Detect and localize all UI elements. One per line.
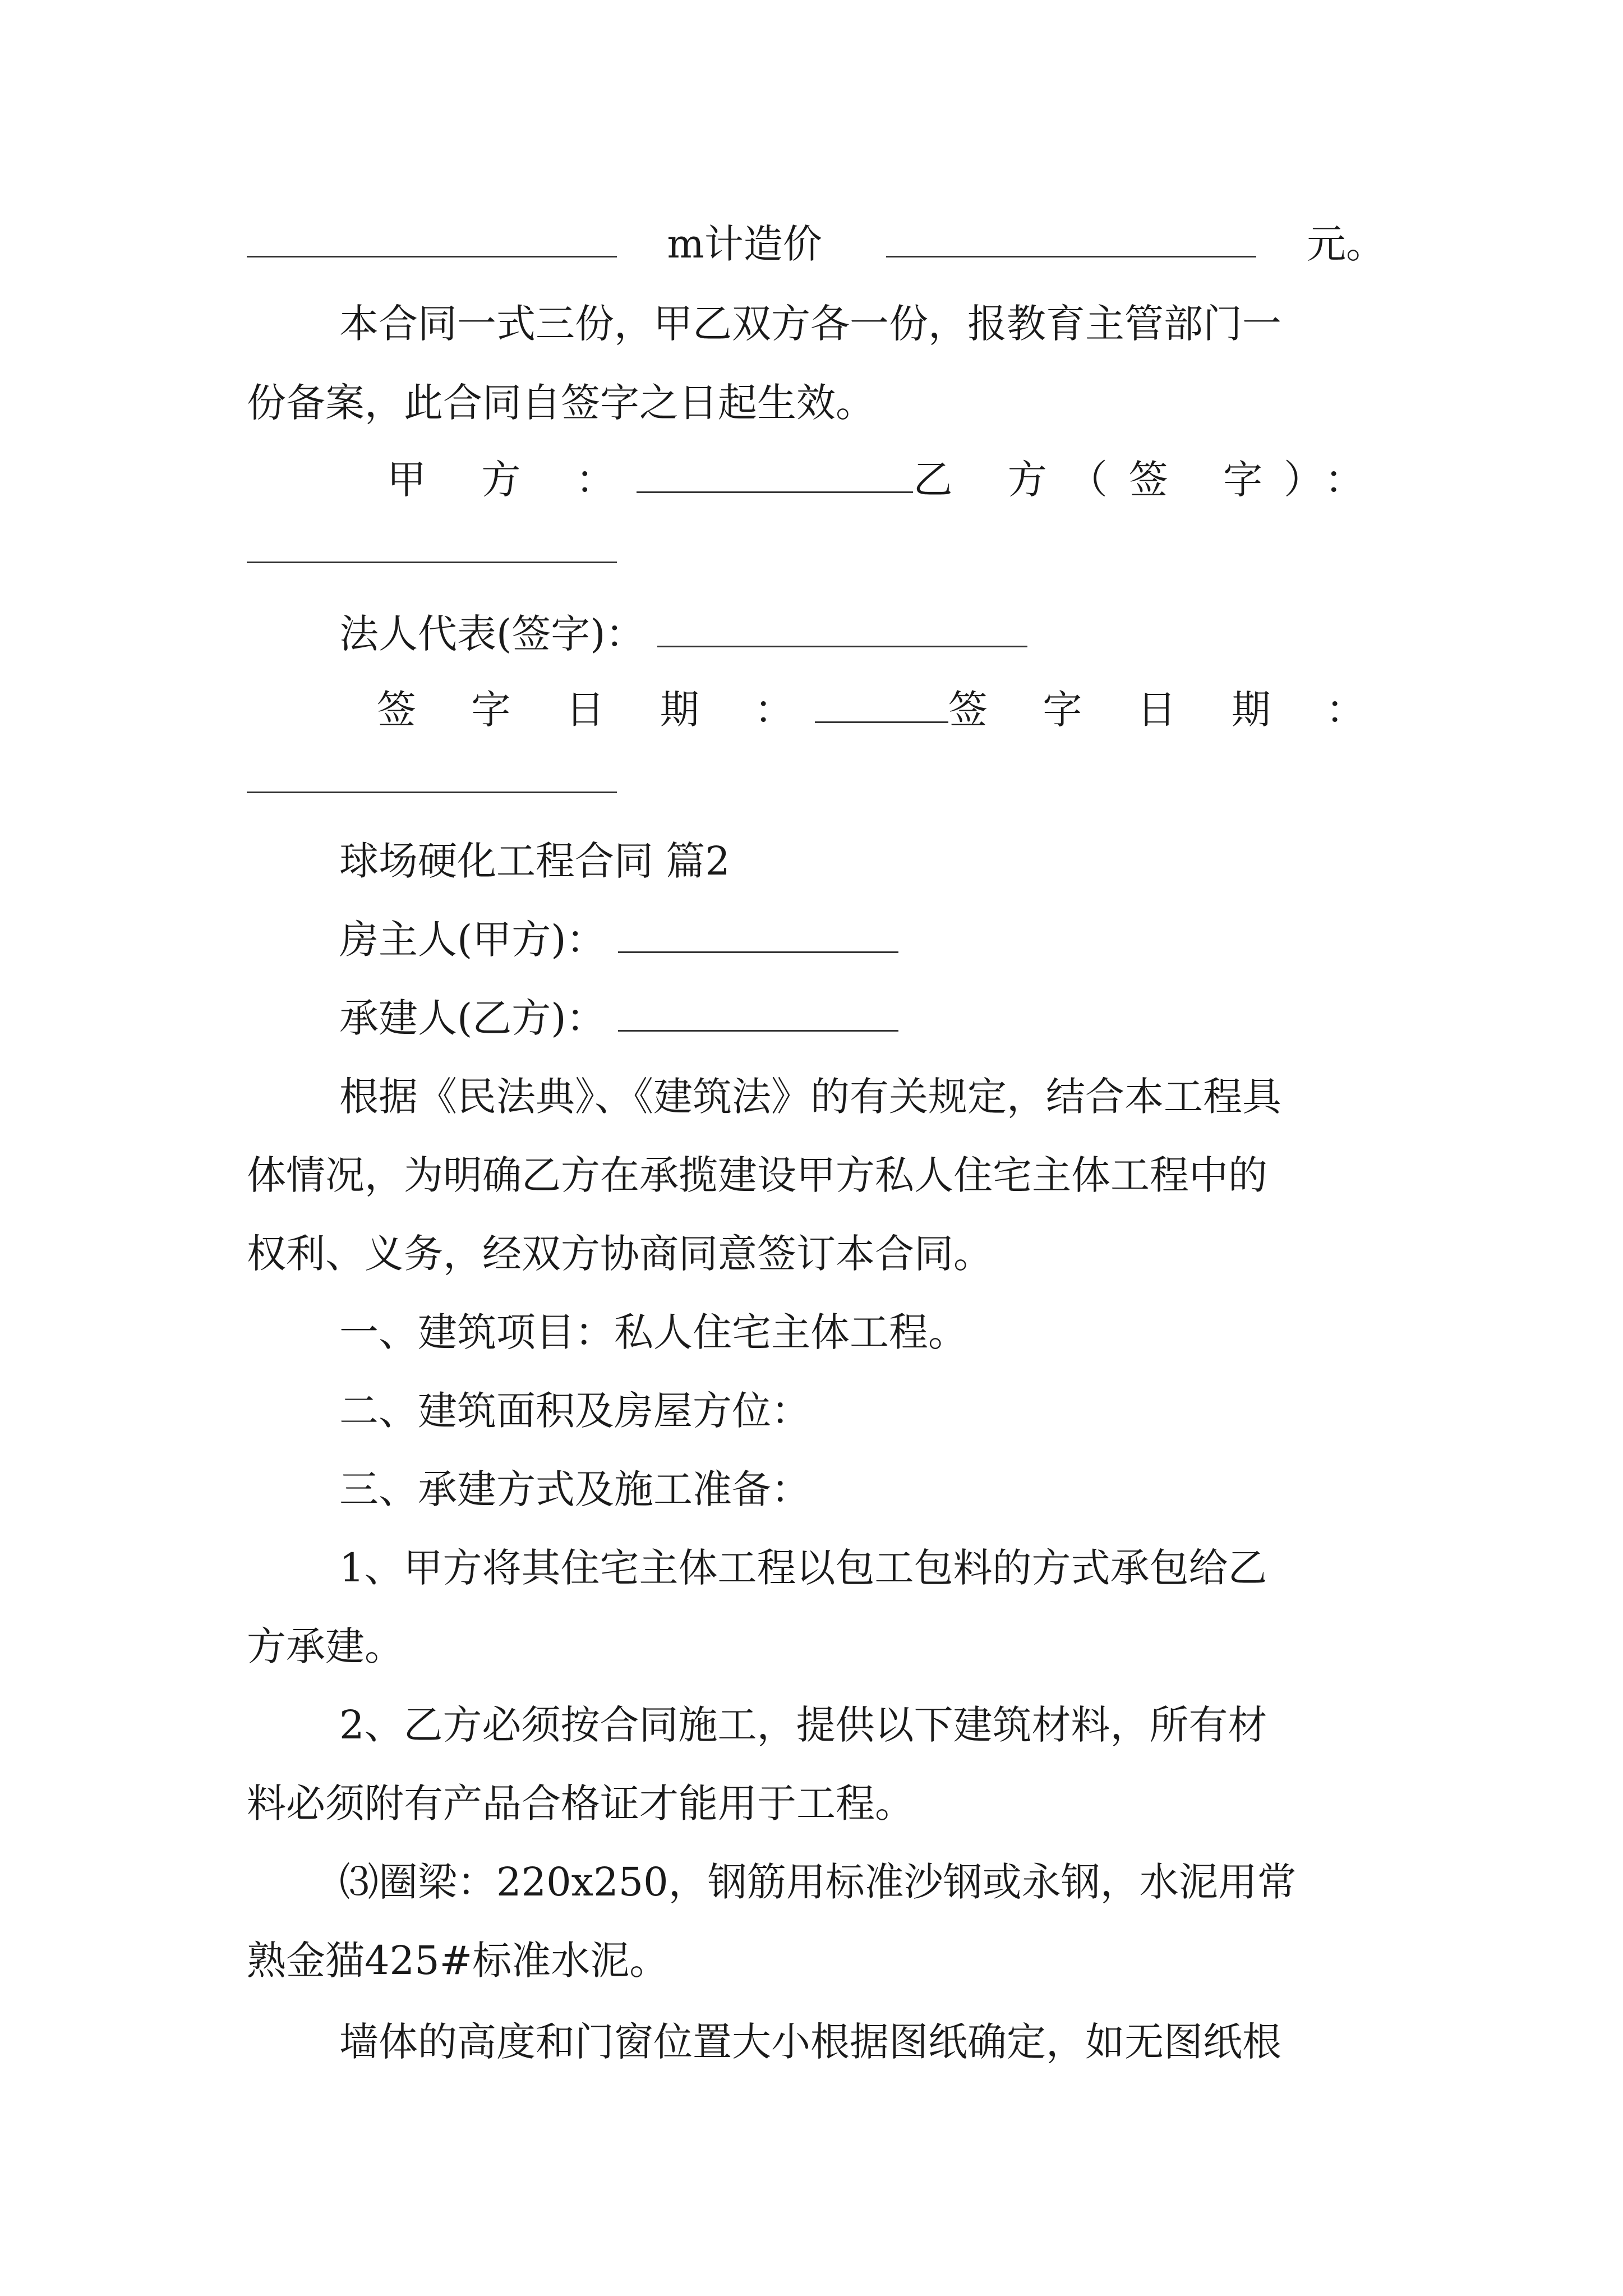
paragraph-basis-line1: 根据《民法典》、《建筑法》的有关规定，结合本工程具	[339, 1074, 1281, 1120]
paragraph-copies-line1: 本合同一式三份，甲乙双方各一份，报教育主管部门一	[339, 301, 1281, 347]
price-line-unit: 元。	[1306, 221, 1385, 267]
paragraph-basis-line3: 权利、义务，经双方协商同意签订本合同。	[247, 1231, 993, 1277]
paragraph-3-2-line1: 2、乙方必须按合同施工，提供以下建筑材料，所有材	[339, 1702, 1267, 1748]
paragraph-ring-beam-line2: 熟金猫425#标准水泥。	[247, 1938, 669, 1984]
legal-rep-line	[339, 606, 1027, 662]
paragraph-3-1-line1: 1、甲方将其住宅主体工程以包工包料的方式承包给乙	[339, 1545, 1267, 1591]
contract-title-2: 球场硬化工程合同 篇2	[339, 838, 730, 884]
paragraph-3-1-line2: 方承建。	[247, 1623, 404, 1669]
legal-rep-blank[interactable]	[657, 612, 1027, 647]
party-b-label: 乙 方（签 字）：	[913, 457, 1385, 503]
signature-row	[387, 452, 1385, 508]
price-line-text: m计造价	[667, 221, 822, 267]
blank-field[interactable]	[886, 222, 1256, 257]
builder-line	[339, 990, 898, 1046]
signing-date-label-a: 签 字 日 期 ：	[377, 687, 815, 733]
item-3: 三、承建方式及施工准备：	[339, 1466, 810, 1512]
paragraph-basis-line2: 体情况，为明确乙方在承揽建设甲方私人住宅主体工程中的	[247, 1152, 1267, 1198]
builder-blank[interactable]	[618, 996, 898, 1032]
builder-label: 承建人(乙方)：	[339, 995, 606, 1041]
party-a-label: 甲 方 ：	[387, 457, 637, 503]
paragraph-ring-beam-line1: ⑶圈梁：220x250，钢筋用标准沙钢或永钢，水泥用常	[339, 1859, 1297, 1905]
paragraph-copies-line2: 份备案，此合同自签字之日起生效。	[247, 380, 875, 426]
legal-rep-label: 法人代表(签字)：	[339, 611, 645, 657]
signing-date-row	[377, 682, 1386, 738]
signing-date-label-b: 签 字 日 期 ：	[948, 687, 1386, 733]
blank-field[interactable]	[247, 222, 617, 257]
owner-blank[interactable]	[618, 918, 898, 953]
item-1: 一、建筑项目：私人住宅主体工程。	[339, 1309, 967, 1355]
item-2: 二、建筑面积及房屋方位：	[339, 1388, 810, 1434]
price-line	[247, 216, 1385, 272]
owner-label: 房主人(甲方)：	[339, 917, 606, 963]
party-b-blank-line	[247, 522, 617, 578]
signing-date-blank-b[interactable]	[247, 758, 617, 793]
signing-date-blank-a[interactable]	[815, 688, 948, 723]
party-b-blank[interactable]	[247, 528, 617, 563]
party-a-blank[interactable]	[637, 458, 914, 493]
paragraph-3-2-line2: 料必须附有产品合格证才能用于工程。	[247, 1780, 914, 1826]
signing-date-blank-line	[247, 752, 617, 808]
paragraph-wall-line1: 墙体的高度和门窗位置大小根据图纸确定，如无图纸根	[339, 2019, 1281, 2065]
owner-line	[339, 912, 898, 968]
